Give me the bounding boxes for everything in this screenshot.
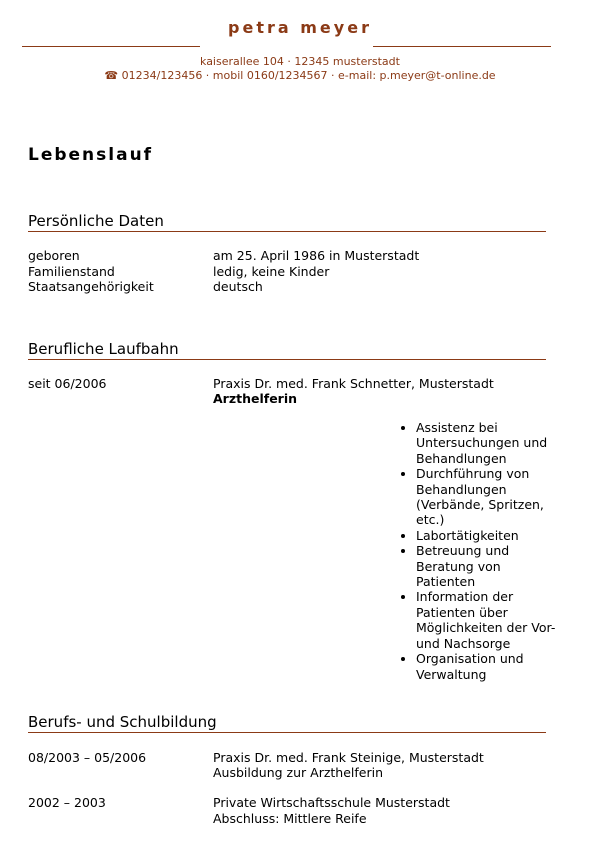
task-item: • Betreuung und Beratung von Patienten	[416, 543, 556, 589]
task-item: • Durchführung von Behandlungen (Verbände, Spritzen, etc.)	[416, 466, 556, 528]
row-label: Staatsangehörigkeit	[28, 279, 154, 294]
section-heading-education: Berufs- und Schulbildung	[28, 713, 546, 733]
task-item: • Organisation und Verwaltung	[416, 651, 556, 682]
row-label: Familienstand	[28, 264, 115, 279]
entry-position: Arzthelferin	[213, 391, 298, 406]
row-value: ledig, keine Kinder	[213, 264, 330, 279]
entry-period: 08/2003 – 05/2006	[28, 750, 147, 765]
row-label: geboren	[28, 248, 80, 263]
section-heading-personal: Persönliche Daten	[28, 212, 546, 232]
phone-icon: ☎	[104, 69, 119, 82]
applicant-name: petra meyer	[228, 18, 372, 37]
address-line: kaiserallee 104 · 12345 musterstadt	[200, 55, 400, 68]
entry-period: seit 06/2006	[28, 376, 107, 391]
header-rule-left	[22, 46, 200, 47]
entry-employer: Praxis Dr. med. Frank Schnetter, Musterstadt	[213, 376, 494, 391]
task-item: • Assistenz bei Untersuchungen und Behandlungen	[416, 420, 556, 466]
entry-line2: Ausbildung zur Arzthelferin	[213, 765, 384, 780]
entry-line1: Praxis Dr. med. Frank Steinige, Musterstadt	[213, 750, 484, 765]
task-item: • Information der Patienten über Möglichkeiten der Vor- und Nachsorge	[416, 589, 556, 651]
row-value: am 25. April 1986 in Musterstadt	[213, 248, 420, 263]
contact-details: 01234/123456 · mobil 0160/1234567 · e-mail: p.meyer@t-online.de	[121, 69, 496, 82]
document-title: Lebenslauf	[28, 145, 154, 165]
entry-period: 2002 – 2003	[28, 795, 106, 810]
contact-line	[0, 69, 600, 82]
header-rule-right	[373, 46, 551, 47]
entry-line2: Abschluss: Mittlere Reife	[213, 811, 367, 826]
task-item: • Labortätigkeiten	[416, 528, 556, 543]
section-heading-career: Berufliche Laufbahn	[28, 340, 546, 360]
task-list	[398, 420, 556, 682]
entry-line1: Private Wirtschaftsschule Musterstadt	[213, 795, 450, 810]
row-value: deutsch	[213, 279, 263, 294]
